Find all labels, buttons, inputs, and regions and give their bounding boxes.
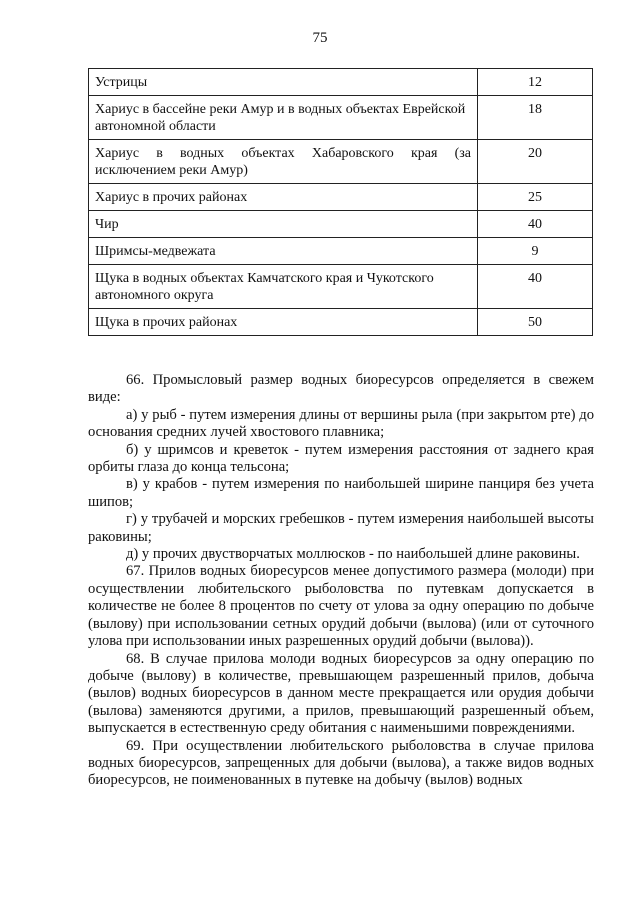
species-name: Шримсы-медвежата <box>89 238 478 265</box>
fish-size-table <box>88 68 593 336</box>
species-name: Хариус в водных объектах Хабаровского края (за исключением реки Амур) <box>89 140 478 184</box>
table-row <box>89 69 593 96</box>
table-row <box>89 309 593 336</box>
species-name: Устрицы <box>89 69 478 96</box>
paragraph-66: 66. Промысловый размер водных биоресурсов определяется в свежем виде: <box>88 372 594 406</box>
min-size-value: 20 <box>478 140 593 184</box>
species-name: Щука в прочих районах <box>89 309 478 336</box>
species-name: Чир <box>89 211 478 238</box>
species-name: Щука в водных объектах Камчатского края и Чукотского автономного округа <box>89 265 478 309</box>
species-name: Хариус в бассейне реки Амур и в водных объектах Еврейской автономной области <box>89 96 478 140</box>
table-row <box>89 140 593 184</box>
table-row <box>89 238 593 265</box>
table-row <box>89 184 593 211</box>
paragraph-67: 67. Прилов водных биоресурсов менее допустимого размера (молоди) при осуществлении любительского рыболовства по путевкам допускается в количестве не более 8 процентов по счету от улова за одну операцию по добыче (вылову) при использовании сетных орудий добычи (вылова) (или от суточного улова при использовании иных разрешенных орудий добычи (вылова)). <box>88 563 594 650</box>
min-size-value: 9 <box>478 238 593 265</box>
min-size-value: 40 <box>478 265 593 309</box>
paragraph-66-g: г) у трубачей и морских гребешков - путем измерения наибольшей высоты раковины; <box>88 511 594 545</box>
min-size-value: 50 <box>478 309 593 336</box>
paragraph-66-d: д) у прочих двустворчатых моллюсков - по наибольшей длине раковины. <box>126 546 580 563</box>
min-size-value: 25 <box>478 184 593 211</box>
paragraph-66-v: в) у крабов - путем измерения по наибольшей ширине панциря без учета шипов; <box>88 476 594 510</box>
species-name: Хариус в прочих районах <box>89 184 478 211</box>
paragraph-69: 69. При осуществлении любительского рыболовства в случае прилова водных биоресурсов, запрещенных для добычи (вылова), а также видов водных биоресурсов, не поименованных в путевке на добычу (вылов) водных <box>88 737 594 789</box>
table-row <box>89 96 593 140</box>
body-text <box>88 372 594 790</box>
min-size-value: 40 <box>478 211 593 238</box>
paragraph-68: 68. В случае прилова молоди водных биоресурсов за одну операцию по добыче (вылову) в количестве, превышающем разрешенный прилов, добыча (вылов) водных биоресурсов в данном месте прекращается или орудия добычи (вылова) заменяются другими, а прилов, превышающий разрешенный объем, выпускается в естественную среду обитания с наименьшими повреждениями. <box>88 650 594 737</box>
paragraph-66-b: б) у шримсов и креветок - путем измерения расстояния от заднего края орбиты глаза до конца тельсона; <box>88 441 594 476</box>
paragraph-66-a: а) у рыб - путем измерения длины от вершины рыла (при закрытом рте) до основания средних лучей хвостового плавника; <box>88 406 594 441</box>
page-number: 75 <box>312 30 328 46</box>
min-size-value: 12 <box>478 69 593 96</box>
table-row <box>89 265 593 309</box>
table-row <box>89 211 593 238</box>
min-size-value: 18 <box>478 96 593 140</box>
